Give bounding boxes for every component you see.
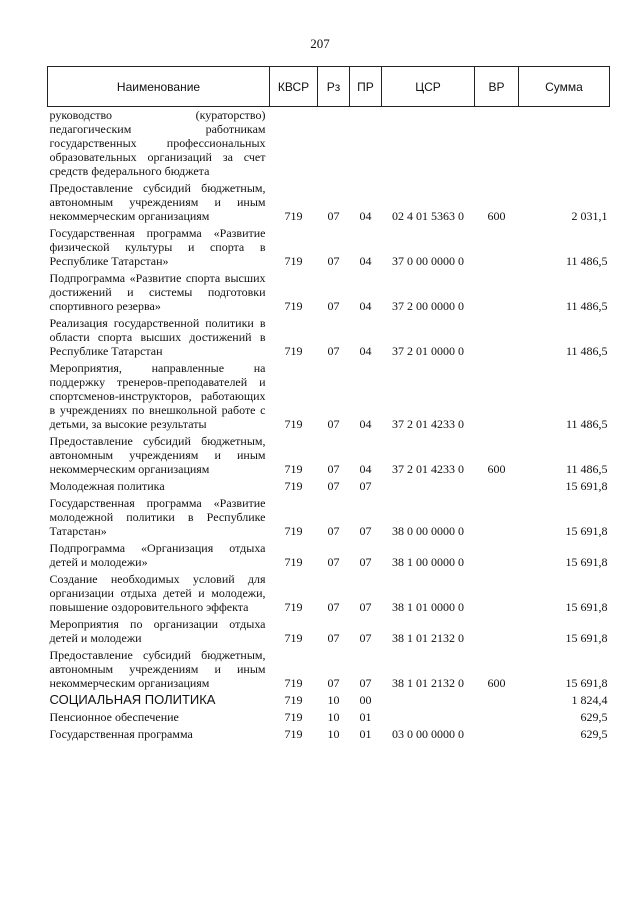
- cell-csr: 38 1 01 0000 0: [392, 600, 464, 614]
- cell-kvsr: 719: [284, 600, 303, 614]
- cell-vr: [475, 571, 519, 616]
- header-vr: ВР: [475, 67, 519, 107]
- cell-kvsr: 719: [284, 344, 303, 358]
- cell-sum: 2 031,1: [571, 209, 608, 223]
- cell-pr: 04: [359, 344, 372, 358]
- cell-csr: 37 2 01 4233 0: [392, 417, 464, 431]
- header-kvsr: КВСР: [270, 67, 318, 107]
- cell-sum: 11 486,5: [565, 254, 608, 268]
- header-sum: Сумма: [519, 67, 610, 107]
- cell-kvsr: 719: [284, 254, 303, 268]
- cell-sum: 11 486,5: [565, 417, 608, 431]
- cell-csr: 37 2 00 0000 0: [392, 299, 464, 313]
- cell-csr: 37 2 01 4233 0: [392, 462, 464, 476]
- cell-rz: 07: [327, 462, 340, 476]
- cell-kvsr: 719: [284, 710, 303, 724]
- table-row: [48, 478, 610, 495]
- table-row: [48, 433, 610, 478]
- cell-pr: 01: [359, 710, 372, 724]
- cell-sum: 629,5: [580, 710, 608, 724]
- cell-sum: 15 691,8: [565, 555, 608, 569]
- header-rz: Рз: [318, 67, 350, 107]
- cell-sum: 15 691,8: [565, 631, 608, 645]
- table-row: [48, 709, 610, 726]
- cell-vr: [475, 225, 519, 270]
- cell-vr: 600: [487, 209, 506, 223]
- cell-vr: [475, 360, 519, 433]
- cell-kvsr: 719: [284, 209, 303, 223]
- cell-csr: 37 0 00 0000 0: [392, 254, 464, 268]
- cell-name: СОЦИАЛЬНАЯ ПОЛИТИКА: [49, 692, 216, 707]
- cell-name: Предоставление субсидий бюджетным, автономным учреждениям и иным некоммерческим организациям: [49, 181, 266, 223]
- cell-csr: [382, 709, 475, 726]
- table-row: [48, 360, 610, 433]
- cell-name: Подпрограмма «Развитие спорта высших достижений и системы подготовки спортивного резерва»: [49, 271, 266, 313]
- cell-name: Государственная программа «Развитие физической культуры и спорта в Республике Татарстан»: [49, 226, 266, 268]
- cell-vr: [475, 315, 519, 360]
- cell-pr: 04: [359, 417, 372, 431]
- table-row: [48, 571, 610, 616]
- cell-sum: 11 486,5: [565, 462, 608, 476]
- table-row: [48, 180, 610, 225]
- cell-pr: [350, 107, 382, 181]
- cell-vr: [475, 495, 519, 540]
- cell-vr: [475, 692, 519, 709]
- cell-name: Государственная программа «Развитие молодежной политики в Республике Татарстан»: [49, 496, 266, 538]
- table-row: [48, 540, 610, 571]
- cell-rz: 07: [327, 254, 340, 268]
- cell-name: Создание необходимых условий для организации отдыха детей и молодежи, повышение оздоровительного эффекта: [49, 572, 266, 614]
- cell-rz: 07: [327, 299, 340, 313]
- cell-vr: 600: [487, 676, 506, 690]
- cell-csr: 38 1 01 2132 0: [392, 676, 464, 690]
- cell-name: Мероприятия по организации отдыха детей и молодежи: [49, 617, 266, 645]
- cell-vr: [475, 540, 519, 571]
- cell-vr: [475, 107, 519, 181]
- cell-name: руководство (кураторство) педагогическим работникам государственных профессиональных образовательных организаций за счет средств федерального бюджета: [49, 108, 266, 178]
- cell-csr: 38 1 01 2132 0: [392, 631, 464, 645]
- table-row: [48, 692, 610, 709]
- cell-kvsr: 719: [284, 417, 303, 431]
- cell-pr: 07: [359, 631, 372, 645]
- cell-pr: 07: [359, 524, 372, 538]
- cell-rz: 07: [327, 631, 340, 645]
- cell-csr: 38 1 00 0000 0: [392, 555, 464, 569]
- cell-pr: 07: [359, 479, 372, 493]
- cell-sum: 1 824,4: [571, 693, 608, 707]
- table-header-row: [48, 67, 610, 107]
- cell-csr: [382, 692, 475, 709]
- cell-pr: 04: [359, 462, 372, 476]
- cell-sum: 11 486,5: [565, 299, 608, 313]
- cell-pr: 04: [359, 299, 372, 313]
- cell-pr: 07: [359, 600, 372, 614]
- cell-rz: 10: [327, 710, 340, 724]
- cell-vr: [475, 709, 519, 726]
- cell-rz: 07: [327, 417, 340, 431]
- table-row: [48, 270, 610, 315]
- cell-vr: [475, 616, 519, 647]
- cell-pr: 07: [359, 555, 372, 569]
- cell-name: Молодежная политика: [49, 479, 165, 493]
- cell-pr: 04: [359, 254, 372, 268]
- cell-kvsr: 719: [284, 524, 303, 538]
- cell-csr: 38 0 00 0000 0: [392, 524, 464, 538]
- cell-rz: 07: [327, 344, 340, 358]
- cell-csr: [382, 478, 475, 495]
- cell-kvsr: 719: [284, 631, 303, 645]
- cell-csr: 03 0 00 0000 0: [392, 727, 464, 741]
- table-row: [48, 107, 610, 181]
- cell-pr: 01: [359, 727, 372, 741]
- cell-rz: [318, 107, 350, 181]
- cell-name: Мероприятия, направленные на поддержку тренеров-преподавателей и спортсменов-инструкторов, работающих в учреждениях по внешкольной работе с детьми, за высокие результаты: [49, 361, 266, 431]
- cell-kvsr: 719: [284, 299, 303, 313]
- cell-rz: 10: [327, 727, 340, 741]
- table-row: [48, 616, 610, 647]
- table-row: [48, 495, 610, 540]
- cell-rz: 07: [327, 479, 340, 493]
- cell-kvsr: 719: [284, 676, 303, 690]
- cell-rz: 07: [327, 524, 340, 538]
- cell-sum: 629,5: [580, 727, 608, 741]
- cell-csr: [382, 107, 475, 181]
- cell-sum: [519, 107, 610, 181]
- cell-sum: 15 691,8: [565, 524, 608, 538]
- page-number: 207: [310, 36, 330, 51]
- cell-kvsr: 719: [284, 462, 303, 476]
- cell-kvsr: 719: [284, 555, 303, 569]
- header-pr: ПР: [350, 67, 382, 107]
- cell-name: Предоставление субсидий бюджетным, автономным учреждениям и иным некоммерческим организациям: [49, 434, 266, 476]
- cell-rz: 07: [327, 555, 340, 569]
- cell-rz: 07: [327, 600, 340, 614]
- cell-csr: 02 4 01 5363 0: [392, 209, 464, 223]
- table-row: [48, 726, 610, 743]
- cell-kvsr: [270, 107, 318, 181]
- cell-sum: 15 691,8: [565, 600, 608, 614]
- cell-pr: 07: [359, 676, 372, 690]
- cell-name: Государственная программа: [49, 727, 193, 741]
- header-name: Наименование: [48, 67, 270, 107]
- cell-rz: 07: [327, 209, 340, 223]
- cell-csr: 37 2 01 0000 0: [392, 344, 464, 358]
- cell-rz: 07: [327, 676, 340, 690]
- cell-name: Пенсионное обеспечение: [49, 710, 179, 724]
- cell-vr: [475, 726, 519, 743]
- header-csr: ЦСР: [382, 67, 475, 107]
- cell-sum: 15 691,8: [565, 479, 608, 493]
- cell-vr: [475, 478, 519, 495]
- cell-name: Предоставление субсидий бюджетным, автономным учреждениям и иным некоммерческим организациям: [49, 648, 266, 690]
- cell-sum: 11 486,5: [565, 344, 608, 358]
- cell-pr: 00: [359, 693, 372, 707]
- cell-rz: 10: [327, 693, 340, 707]
- cell-vr: 600: [487, 462, 506, 476]
- cell-kvsr: 719: [284, 727, 303, 741]
- budget-table: [47, 66, 610, 743]
- cell-vr: [475, 270, 519, 315]
- table-row: [48, 225, 610, 270]
- table-row: [48, 647, 610, 692]
- cell-sum: 15 691,8: [565, 676, 608, 690]
- cell-kvsr: 719: [284, 693, 303, 707]
- cell-name: Реализация государственной политики в области спорта высших достижений в Республике Татарстан: [49, 316, 266, 358]
- table-body: [48, 107, 610, 744]
- table-row: [48, 315, 610, 360]
- cell-name: Подпрограмма «Организация отдыха детей и молодежи»: [49, 541, 266, 569]
- cell-kvsr: 719: [284, 479, 303, 493]
- cell-pr: 04: [359, 209, 372, 223]
